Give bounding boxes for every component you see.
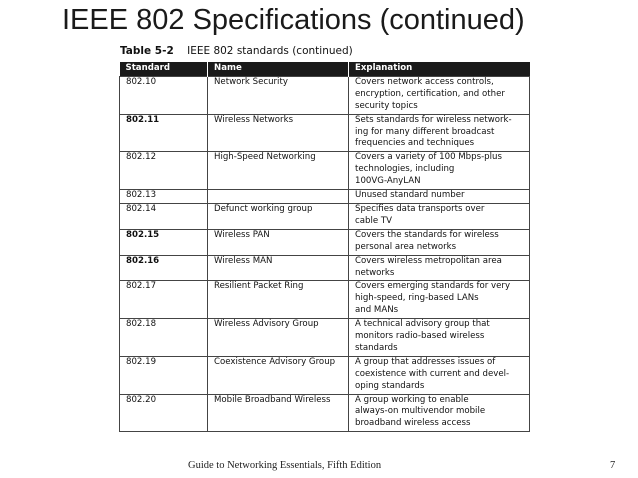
cell-standard: 802.10 bbox=[120, 76, 208, 114]
explanation-line: 100VG-AnyLAN bbox=[355, 176, 421, 187]
explanation-line: Covers a variety of 100 Mbps-plus bbox=[355, 152, 502, 163]
explanation-line: security topics bbox=[355, 100, 418, 111]
table-row bbox=[120, 203, 530, 229]
explanation-line: encryption, certification, and other bbox=[355, 88, 505, 99]
cell-explanation bbox=[349, 203, 530, 229]
cell-standard: 802.15 bbox=[120, 229, 208, 255]
cell-name: Defunct working group bbox=[208, 203, 349, 229]
cell-explanation bbox=[349, 319, 530, 357]
cell-name bbox=[208, 190, 349, 204]
explanation-line: A group working to enable bbox=[355, 394, 469, 405]
column-header-name: Name bbox=[208, 62, 349, 76]
table-row bbox=[120, 152, 530, 190]
column-header-standard: Standard bbox=[120, 62, 208, 76]
table-row bbox=[120, 190, 530, 204]
explanation-line: Covers wireless metropolitan area bbox=[355, 255, 502, 266]
table-row bbox=[120, 319, 530, 357]
explanation-line: standards bbox=[355, 342, 398, 353]
explanation-line: A technical advisory group that bbox=[355, 319, 490, 330]
column-header-explanation: Explanation bbox=[349, 62, 530, 76]
cell-explanation bbox=[349, 356, 530, 394]
table-caption-text: IEEE 802 standards (continued) bbox=[187, 45, 353, 57]
explanation-line: technologies, including bbox=[355, 164, 455, 175]
cell-name: Mobile Broadband Wireless bbox=[208, 394, 349, 432]
table-caption bbox=[120, 45, 353, 57]
cell-name: Wireless PAN bbox=[208, 229, 349, 255]
cell-explanation bbox=[349, 190, 530, 204]
cell-standard: 802.17 bbox=[120, 281, 208, 319]
cell-name: Wireless Advisory Group bbox=[208, 319, 349, 357]
explanation-line: monitors radio-based wireless bbox=[355, 331, 485, 342]
table-body bbox=[120, 76, 530, 431]
table-row bbox=[120, 76, 530, 114]
table-row bbox=[120, 281, 530, 319]
table-row bbox=[120, 114, 530, 152]
explanation-line: Covers network access controls, bbox=[355, 76, 494, 87]
cell-standard: 802.20 bbox=[120, 394, 208, 432]
cell-explanation bbox=[349, 229, 530, 255]
explanation-line: Covers emerging standards for very bbox=[355, 281, 511, 292]
explanation-line: ing for many different broadcast bbox=[355, 126, 495, 137]
cell-name: High-Speed Networking bbox=[208, 152, 349, 190]
cell-standard: 802.18 bbox=[120, 319, 208, 357]
footer-text: Guide to Networking Essentials, Fifth Edition bbox=[188, 460, 382, 471]
cell-standard: 802.13 bbox=[120, 190, 208, 204]
explanation-line: A group that addresses issues of bbox=[355, 356, 496, 367]
cell-explanation bbox=[349, 76, 530, 114]
explanation-line: frequencies and techniques bbox=[355, 138, 475, 149]
cell-standard: 802.11 bbox=[120, 114, 208, 152]
explanation-line: personal area networks bbox=[355, 241, 457, 252]
table-row bbox=[120, 255, 530, 281]
cell-standard: 802.14 bbox=[120, 203, 208, 229]
table-row bbox=[120, 394, 530, 432]
explanation-line: networks bbox=[355, 267, 395, 278]
explanation-line: Covers the standards for wireless bbox=[355, 229, 499, 240]
table-caption-number: Table 5-2 bbox=[120, 45, 174, 57]
cell-name: Resilient Packet Ring bbox=[208, 281, 349, 319]
explanation-line: coexistence with current and devel- bbox=[355, 368, 510, 379]
cell-name: Wireless MAN bbox=[208, 255, 349, 281]
explanation-line: Unused standard number bbox=[355, 190, 465, 201]
explanation-line: Specifies data transports over bbox=[355, 203, 485, 214]
cell-standard: 802.12 bbox=[120, 152, 208, 190]
cell-standard: 802.16 bbox=[120, 255, 208, 281]
cell-standard: 802.19 bbox=[120, 356, 208, 394]
explanation-line: high-speed, ring-based LANs bbox=[355, 293, 479, 304]
ieee-standards-table bbox=[119, 62, 530, 432]
page-number: 7 bbox=[610, 460, 616, 471]
table-header-row bbox=[120, 62, 530, 76]
table-row bbox=[120, 356, 530, 394]
cell-name: Wireless Networks bbox=[208, 114, 349, 152]
cell-explanation bbox=[349, 255, 530, 281]
explanation-line: cable TV bbox=[355, 215, 392, 226]
explanation-line: and MANs bbox=[355, 305, 399, 316]
explanation-line: broadband wireless access bbox=[355, 418, 471, 429]
explanation-line: Sets standards for wireless network- bbox=[355, 114, 512, 125]
cell-explanation bbox=[349, 281, 530, 319]
cell-name: Coexistence Advisory Group bbox=[208, 356, 349, 394]
cell-explanation bbox=[349, 152, 530, 190]
cell-name: Network Security bbox=[208, 76, 349, 114]
cell-explanation bbox=[349, 394, 530, 432]
explanation-line: always-on multivendor mobile bbox=[355, 406, 486, 417]
cell-explanation bbox=[349, 114, 530, 152]
explanation-line: oping standards bbox=[355, 380, 425, 391]
slide-title: IEEE 802 Specifications (continued) bbox=[62, 4, 525, 36]
table-row bbox=[120, 229, 530, 255]
